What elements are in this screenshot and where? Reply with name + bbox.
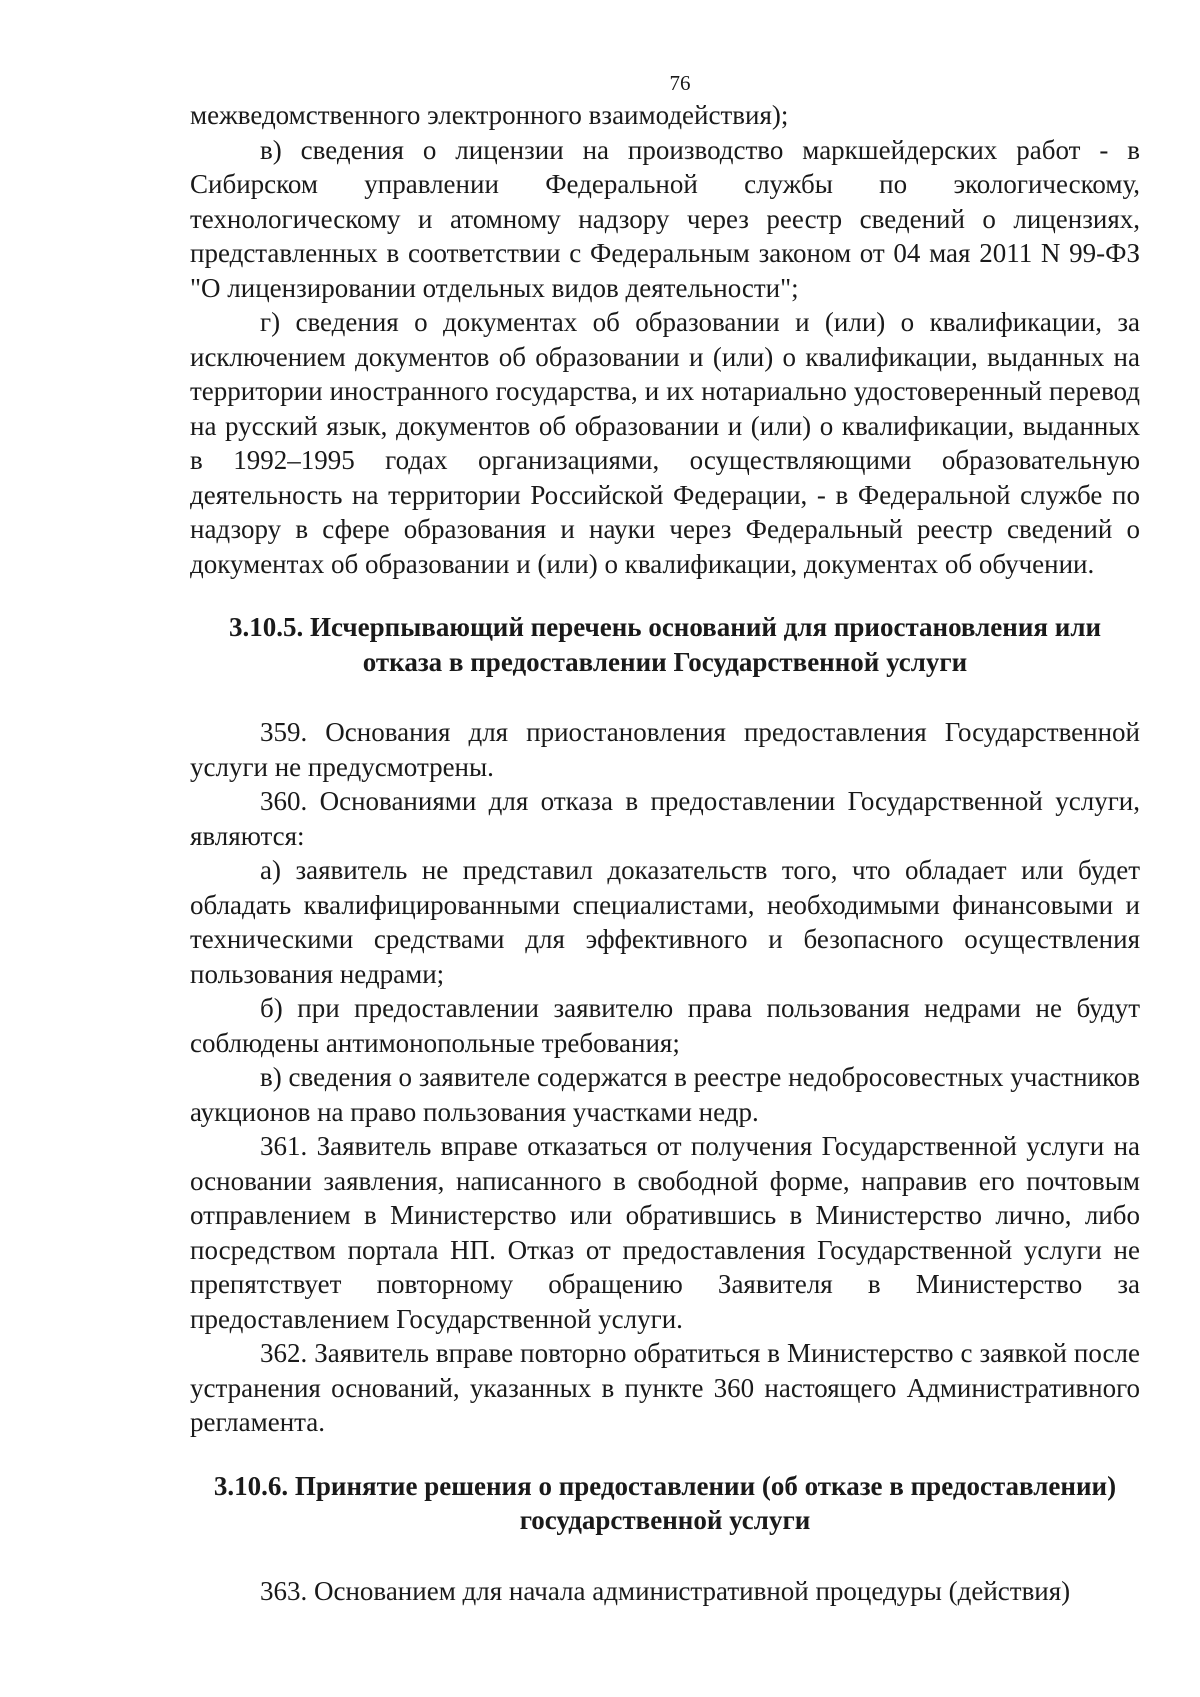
paragraph-359: 359. Основания для приостановления предоставления Государственной услуги не предусмотрены. (190, 717, 1140, 782)
page-number: 76 (669, 71, 691, 95)
paragraph-item-v-license: в) сведения о лицензии на производство маркшейдерских работ - в Сибирском управлении Федеральной службы по экологическому, технологическому и атомному надзору через реестр сведений о лицензиях, представленных в соответствии с Федеральным законом от 04 мая 2011 N 99-ФЗ "О лицензировании отдельных видов деятельности"; (190, 134, 1140, 303)
paragraph-363: 363. Основанием для начала административной процедуры (действия) (260, 1575, 1071, 1606)
paragraph-item-v-registry: в) сведения о заявителе содержатся в реестре недобросовестных участников аукционов на право пользования участками недр. (190, 1062, 1140, 1127)
paragraph-continuation: межведомственного электронного взаимодействия); (190, 100, 789, 130)
paragraph-item-a: а) заявитель не представил доказательств того, что обладает или будет обладать квалифицированными специалистами, необходимыми финансовыми и техническими средствами для эффективного и безопасного осуществления пользования недрами; (190, 855, 1140, 989)
paragraph-361: 361. Заявитель вправе отказаться от получения Государственной услуги на основании заявления, написанного в свободной форме, направив его почтовым отправлением в Министерство или обратившись в Министерство лично, либо посредством портала НП. Отказ от предоставления Государственной услуги не препятствует повторному обращению Заявителя в Министерство за предоставлением Государственной услуги. (190, 1131, 1140, 1334)
section-heading-3-10-5: 3.10.5. Исчерпывающий перечень оснований для приостановления или отказа в предоставлении Государственной услуги (228, 612, 1102, 677)
section-heading-3-10-6: 3.10.6. Принятие решения о предоставлении (об отказе в предоставлении) государственной услуги (213, 1470, 1117, 1535)
paragraph-item-b: б) при предоставлении заявителю права пользования недрами не будут соблюдены антимонопольные требования; (190, 993, 1140, 1058)
paragraph-item-g-education: г) сведения о документах об образовании и (или) о квалификации, за исключением документов об образовании и (или) о квалификации, выданных на территории иностранного государства, и их нотариально удостоверенный перевод на русский язык, документов об образовании и (или) о квалификации, выданных в 1992–1995 годах организациями, осуществляющими образовательную деятельность на территории Российской Федерации, - в Федеральной службе по надзору в сфере образования и науки через Федеральный реестр сведений о документах об образовании и (или) о квалификации, документах об обучении. (190, 307, 1140, 579)
document-page (190, 70, 1140, 1608)
paragraph-360: 360. Основаниями для отказа в предоставлении Государственной услуги, являются: (190, 786, 1140, 851)
paragraph-362: 362. Заявитель вправе повторно обратиться в Министерство с заявкой после устранения оснований, указанных в пункте 360 настоящего Административного регламента. (190, 1338, 1140, 1437)
